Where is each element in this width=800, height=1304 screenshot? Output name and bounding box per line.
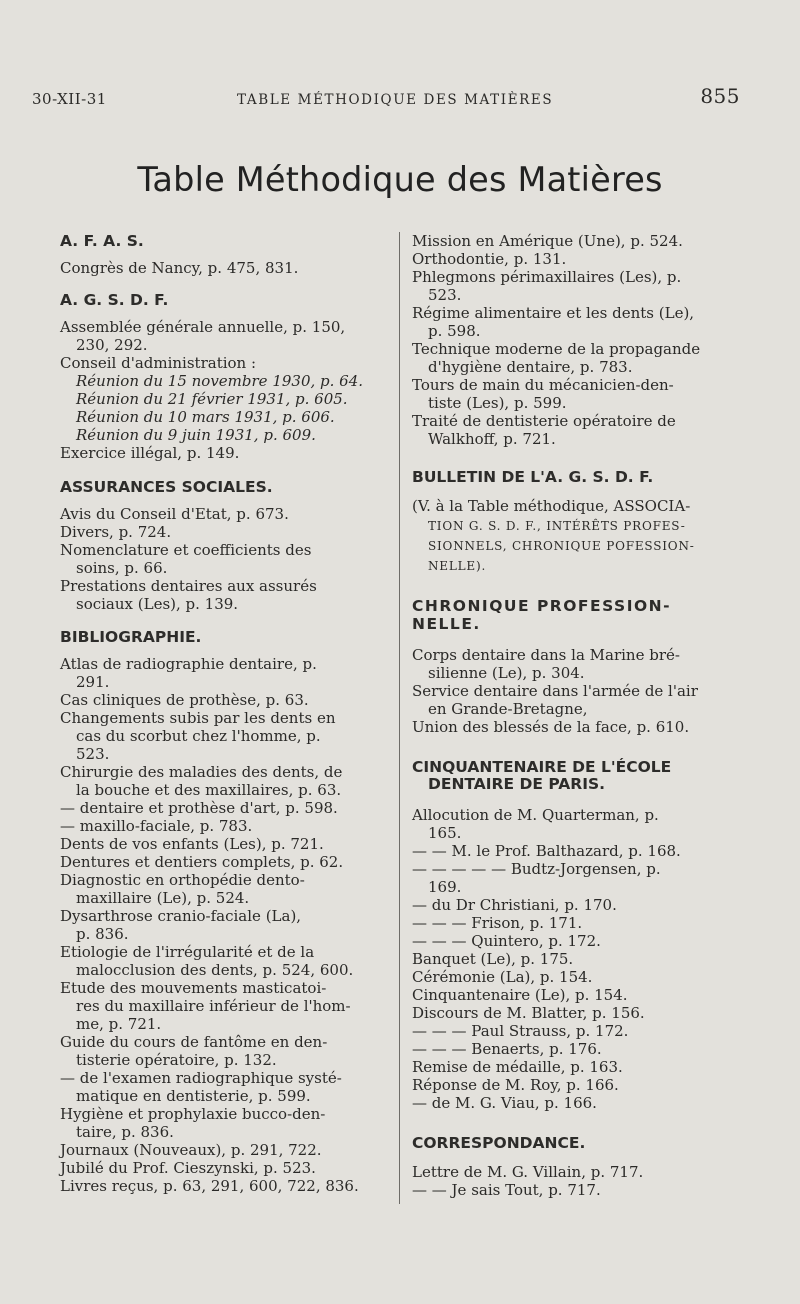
index-entry: — — M. le Prof. Balthazard, p. 168. (412, 842, 681, 860)
index-entry: Prestations dentaires aux assurés (60, 577, 317, 595)
index-entry: matique en dentisterie, p. 599. (76, 1087, 311, 1105)
index-entry: Service dentaire dans l'armée de l'air (412, 682, 698, 700)
index-entry: — — — Benaerts, p. 176. (412, 1040, 602, 1058)
index-entry: Etiologie de l'irrégularité et de la (60, 943, 315, 961)
index-entry: Dysarthrose cranio-faciale (La), (60, 907, 302, 925)
running-title: TABLE MÉTHODIQUE DES MATIÈRES (237, 92, 554, 108)
index-entry: Réponse de M. Roy, p. 166. (412, 1076, 619, 1094)
index-entry: cas du scorbut chez l'homme, p. (76, 727, 321, 745)
index-entry: maxillaire (Le), p. 524. (76, 889, 250, 907)
index-entry: Atlas de radiographie dentaire, p. (60, 655, 317, 673)
index-entry: tiste (Les), p. 599. (428, 394, 567, 412)
section-heading: BULLETIN DE L'A. G. S. D. F. (412, 468, 654, 486)
index-entry: Avis du Conseil d'Etat, p. 673. (60, 505, 289, 523)
index-entry: Régime alimentaire et les dents (Le), (412, 304, 695, 322)
index-entry: Cinquantenaire (Le), p. 154. (412, 986, 628, 1004)
index-entry: Diagnostic en orthopédie dento- (60, 871, 305, 889)
index-entry: p. 836. (76, 925, 129, 943)
index-entry: tisterie opératoire, p. 132. (76, 1051, 277, 1069)
index-entry: Discours de M. Blatter, p. 156. (412, 1004, 645, 1022)
index-entry: Jubilé du Prof. Cieszynski, p. 523. (60, 1159, 316, 1177)
section-heading: A. G. S. D. F. (60, 291, 169, 309)
section-heading: NELLE. (412, 615, 481, 633)
index-entry: Guide du cours de fantôme en den- (60, 1033, 328, 1051)
index-entry: 523. (428, 286, 462, 304)
index-entry: Livres reçus, p. 63, 291, 600, 722, 836. (60, 1177, 359, 1195)
index-entry: 165. (428, 824, 462, 842)
index-entry: Dents de vos enfants (Les), p. 721. (60, 835, 324, 853)
index-entry: malocclusion des dents, p. 524, 600. (76, 961, 354, 979)
index-entry: Phlegmons périmaxillaires (Les), p. (412, 268, 682, 286)
index-entry: res du maxillaire inférieur de l'hom- (76, 997, 351, 1015)
index-entry: Orthodontie, p. 131. (412, 250, 567, 268)
section-heading: CINQUANTENAIRE DE L'ÉCOLE (412, 758, 672, 776)
index-entry: me, p. 721. (76, 1015, 162, 1033)
index-entry: 291. (76, 673, 110, 691)
index-entry: — du Dr Christiani, p. 170. (412, 896, 617, 914)
index-entry: Réunion du 15 novembre 1930, p. 64. (76, 372, 364, 390)
index-entry: — de l'examen radiographique systé- (60, 1069, 342, 1087)
index-entry: Nomenclature et coefficients des (60, 541, 312, 559)
section-heading: ASSURANCES SOCIALES. (60, 478, 273, 496)
index-entry: SIONNELS, CHRONIQUE POFESSION- (428, 539, 695, 553)
index-entry: TION G. S. D. F., INTÉRÊTS PROFES- (428, 519, 686, 533)
index-entry: Assemblée générale annuelle, p. 150, (60, 318, 346, 336)
index-entry: Allocution de M. Quarterman, p. (412, 806, 659, 824)
index-entry: Remise de médaille, p. 163. (412, 1058, 623, 1076)
index-entry: en Grande-Bretagne, (428, 700, 588, 718)
index-entry: taire, p. 836. (76, 1123, 174, 1141)
index-entry: Lettre de M. G. Villain, p. 717. (412, 1163, 644, 1181)
index-entry: p. 598. (428, 322, 481, 340)
index-entry: — — Je sais Tout, p. 717. (412, 1181, 601, 1199)
index-entry: Cas cliniques de prothèse, p. 63. (60, 691, 309, 709)
index-entry: Réunion du 10 mars 1931, p. 606. (76, 408, 335, 426)
index-entry: Traité de dentisterie opératoire de (412, 412, 676, 430)
index-entry: Chirurgie des maladies des dents, de (60, 763, 343, 781)
index-entry: Mission en Amérique (Une), p. 524. (412, 232, 683, 250)
date-label: 30-XII-31 (32, 90, 107, 108)
section-heading: CHRONIQUE PROFESSION- (412, 597, 672, 615)
section-heading: DENTAIRE DE PARIS. (428, 775, 606, 793)
index-entry: Congrès de Nancy, p. 475, 831. (60, 259, 299, 277)
section-heading: BIBLIOGRAPHIE. (60, 628, 202, 646)
page-title: Table Méthodique des Matières (137, 160, 663, 199)
index-entry: Walkhoff, p. 721. (428, 430, 556, 448)
column-divider (399, 232, 400, 1204)
index-entry: — de M. G. Viau, p. 166. (412, 1094, 597, 1112)
index-entry: Hygiène et prophylaxie bucco-den- (60, 1105, 326, 1123)
index-entry: Cérémonie (La), p. 154. (412, 968, 593, 986)
index-entry: 230, 292. (76, 336, 148, 354)
page-number: 855 (700, 84, 740, 108)
index-entry: — — — — — Budtz-Jorgensen, p. (412, 860, 661, 878)
index-entry: Tours de main du mécanicien-den- (412, 376, 674, 394)
index-entry: Journaux (Nouveaux), p. 291, 722. (60, 1141, 322, 1159)
index-entry: Banquet (Le), p. 175. (412, 950, 574, 968)
index-entry: Conseil d'administration : (60, 354, 257, 372)
section-heading: A. F. A. S. (60, 232, 144, 250)
index-entry: — maxillo-faciale, p. 783. (60, 817, 253, 835)
index-entry: Exercice illégal, p. 149. (60, 444, 240, 462)
index-entry: — — — Frison, p. 171. (412, 914, 583, 932)
index-entry: la bouche et des maxillaires, p. 63. (76, 781, 342, 799)
index-entry: — — — Quintero, p. 172. (412, 932, 601, 950)
index-entry: Changements subis par les dents en (60, 709, 336, 727)
index-entry: 169. (428, 878, 462, 896)
index-entry: Réunion du 9 juin 1931, p. 609. (76, 426, 316, 444)
index-entry: — — — Paul Strauss, p. 172. (412, 1022, 629, 1040)
index-entry: Etude des mouvements masticatoi- (60, 979, 327, 997)
index-entry: sociaux (Les), p. 139. (76, 595, 239, 613)
section-heading: CORRESPONDANCE. (412, 1134, 586, 1152)
index-entry: 523. (76, 745, 110, 763)
index-entry: (V. à la Table méthodique, ASSOCIA- (412, 497, 691, 515)
index-entry: soins, p. 66. (76, 559, 168, 577)
index-entry: Réunion du 21 février 1931, p. 605. (76, 390, 348, 408)
index-entry: Divers, p. 724. (60, 523, 172, 541)
index-entry: d'hygiène dentaire, p. 783. (428, 358, 633, 376)
index-entry: Corps dentaire dans la Marine bré- (412, 646, 680, 664)
index-entry: Dentures et dentiers complets, p. 62. (60, 853, 344, 871)
index-entry: NELLE). (428, 559, 487, 573)
index-entry: silienne (Le), p. 304. (428, 664, 585, 682)
index-entry: Technique moderne de la propagande (412, 340, 701, 358)
index-entry: — dentaire et prothèse d'art, p. 598. (60, 799, 338, 817)
index-entry: Union des blessés de la face, p. 610. (412, 718, 690, 736)
